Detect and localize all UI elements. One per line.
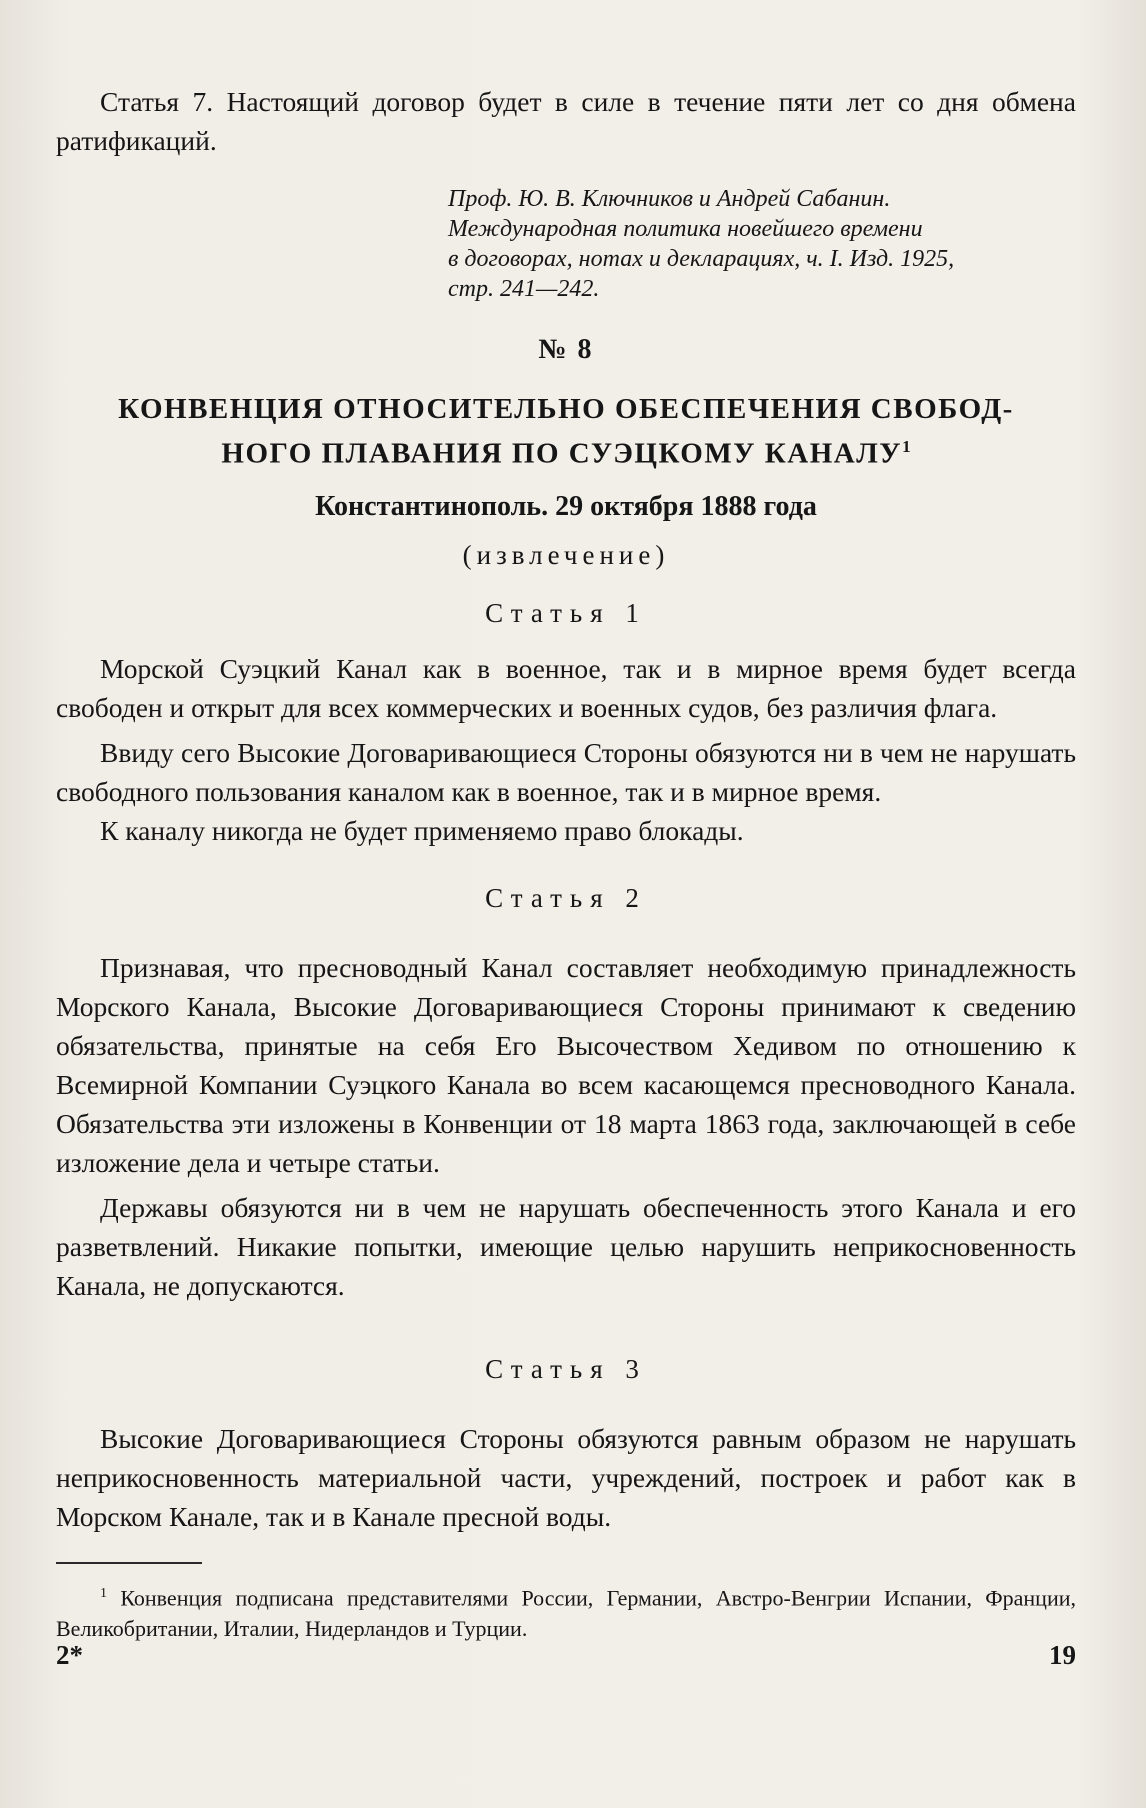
citation-line: стр. 241—242. [448,276,600,302]
article-1-heading: Статья 1 [485,597,647,628]
footnote-text: Конвенция подписана представителями России, Германии, Австро-Венгрии Испании, Франции, Великобритании, Италии, Нидерландов и Турции. [56,1584,1076,1641]
place-and-date: Константинополь. 29 октября 1888 года [315,490,817,522]
article-1-paragraph: Морской Суэцкий Канал как в военное, так и в мирное время будет всегда свободен и открыт для всех коммерческих и военных судов, без различия флага. [56,652,1076,723]
article-2-paragraph: Признавая, что пресноводный Канал составляет необходимую принадлежность Морского Канала, Высокие Договаривающиеся Стороны принимают к сведению обязательства, принятые на себя Его Высочеством Хедивом по отношению к Всемирной Компании Суэцкого Канала во всем касающемся пресноводного Канала. Обязательства эти изложены в Конвенции от 18 марта 1863 года, заключающей в себе изложение дела и четыре статьи. [56,951,1076,1178]
footnote-divider [56,1562,202,1564]
citation-line: Проф. Ю. В. Ключников и Андрей Сабанин. [448,186,891,212]
footnote-mark: 1 [100,1585,107,1601]
document-title-text: НОГО ПЛАВАНИЯ ПО СУЭЦКОМУ КАНАЛУ [221,437,903,470]
document-title [56,390,1076,473]
citation-line: Международная политика новейшего времени [448,216,923,242]
text-column [56,82,1076,1644]
page-number: 19 [1049,1640,1076,1670]
extract-note: (извлечение) [462,539,670,570]
source-citation [448,184,1076,304]
printer-signature: 2* [56,1640,83,1670]
article-2-heading: Статья 2 [485,882,647,913]
page-footer [56,1640,1076,1680]
article-1-paragraph: К каналу никогда не будет применяемо право блокады. [100,814,744,846]
footnote [56,1578,1076,1644]
article-3-paragraph: Высокие Договаривающиеся Стороны обязуются равным образом не нарушать неприкосновенность материальной части, учреждений, построек и работ как в Морском Канале, так и в Канале пресной воды. [56,1422,1076,1532]
article-2-paragraph: Державы обязуются ни в чем не нарушать обеспеченность этого Канала и его разветвлений. Никакие попытки, имеющие целью нарушить неприкосновенность Канала, не допускаются. [56,1191,1076,1301]
citation-line: в договорах, нотах и декларациях, ч. I. Изд. 1925, [448,246,955,272]
document-title-line [56,428,1076,473]
article-3-heading: Статья 3 [485,1353,647,1384]
footnote-reference: 1 [902,437,911,456]
document-number: № 8 [538,334,594,365]
document-title-line: КОНВЕНЦИЯ ОТНОСИТЕЛЬНО ОБЕСПЕЧЕНИЯ СВОБОД- [118,393,1014,425]
article-1-paragraph: Ввиду сего Высокие Договаривающиеся Стороны обязуются ни в чем не нарушать свободного пользования каналом как в военное, так и в мирное время. [56,736,1076,807]
article-7-text: Статья 7. Настоящий договор будет в силе в течение пяти лет со дня обмена ратификаций. [56,86,1076,156]
